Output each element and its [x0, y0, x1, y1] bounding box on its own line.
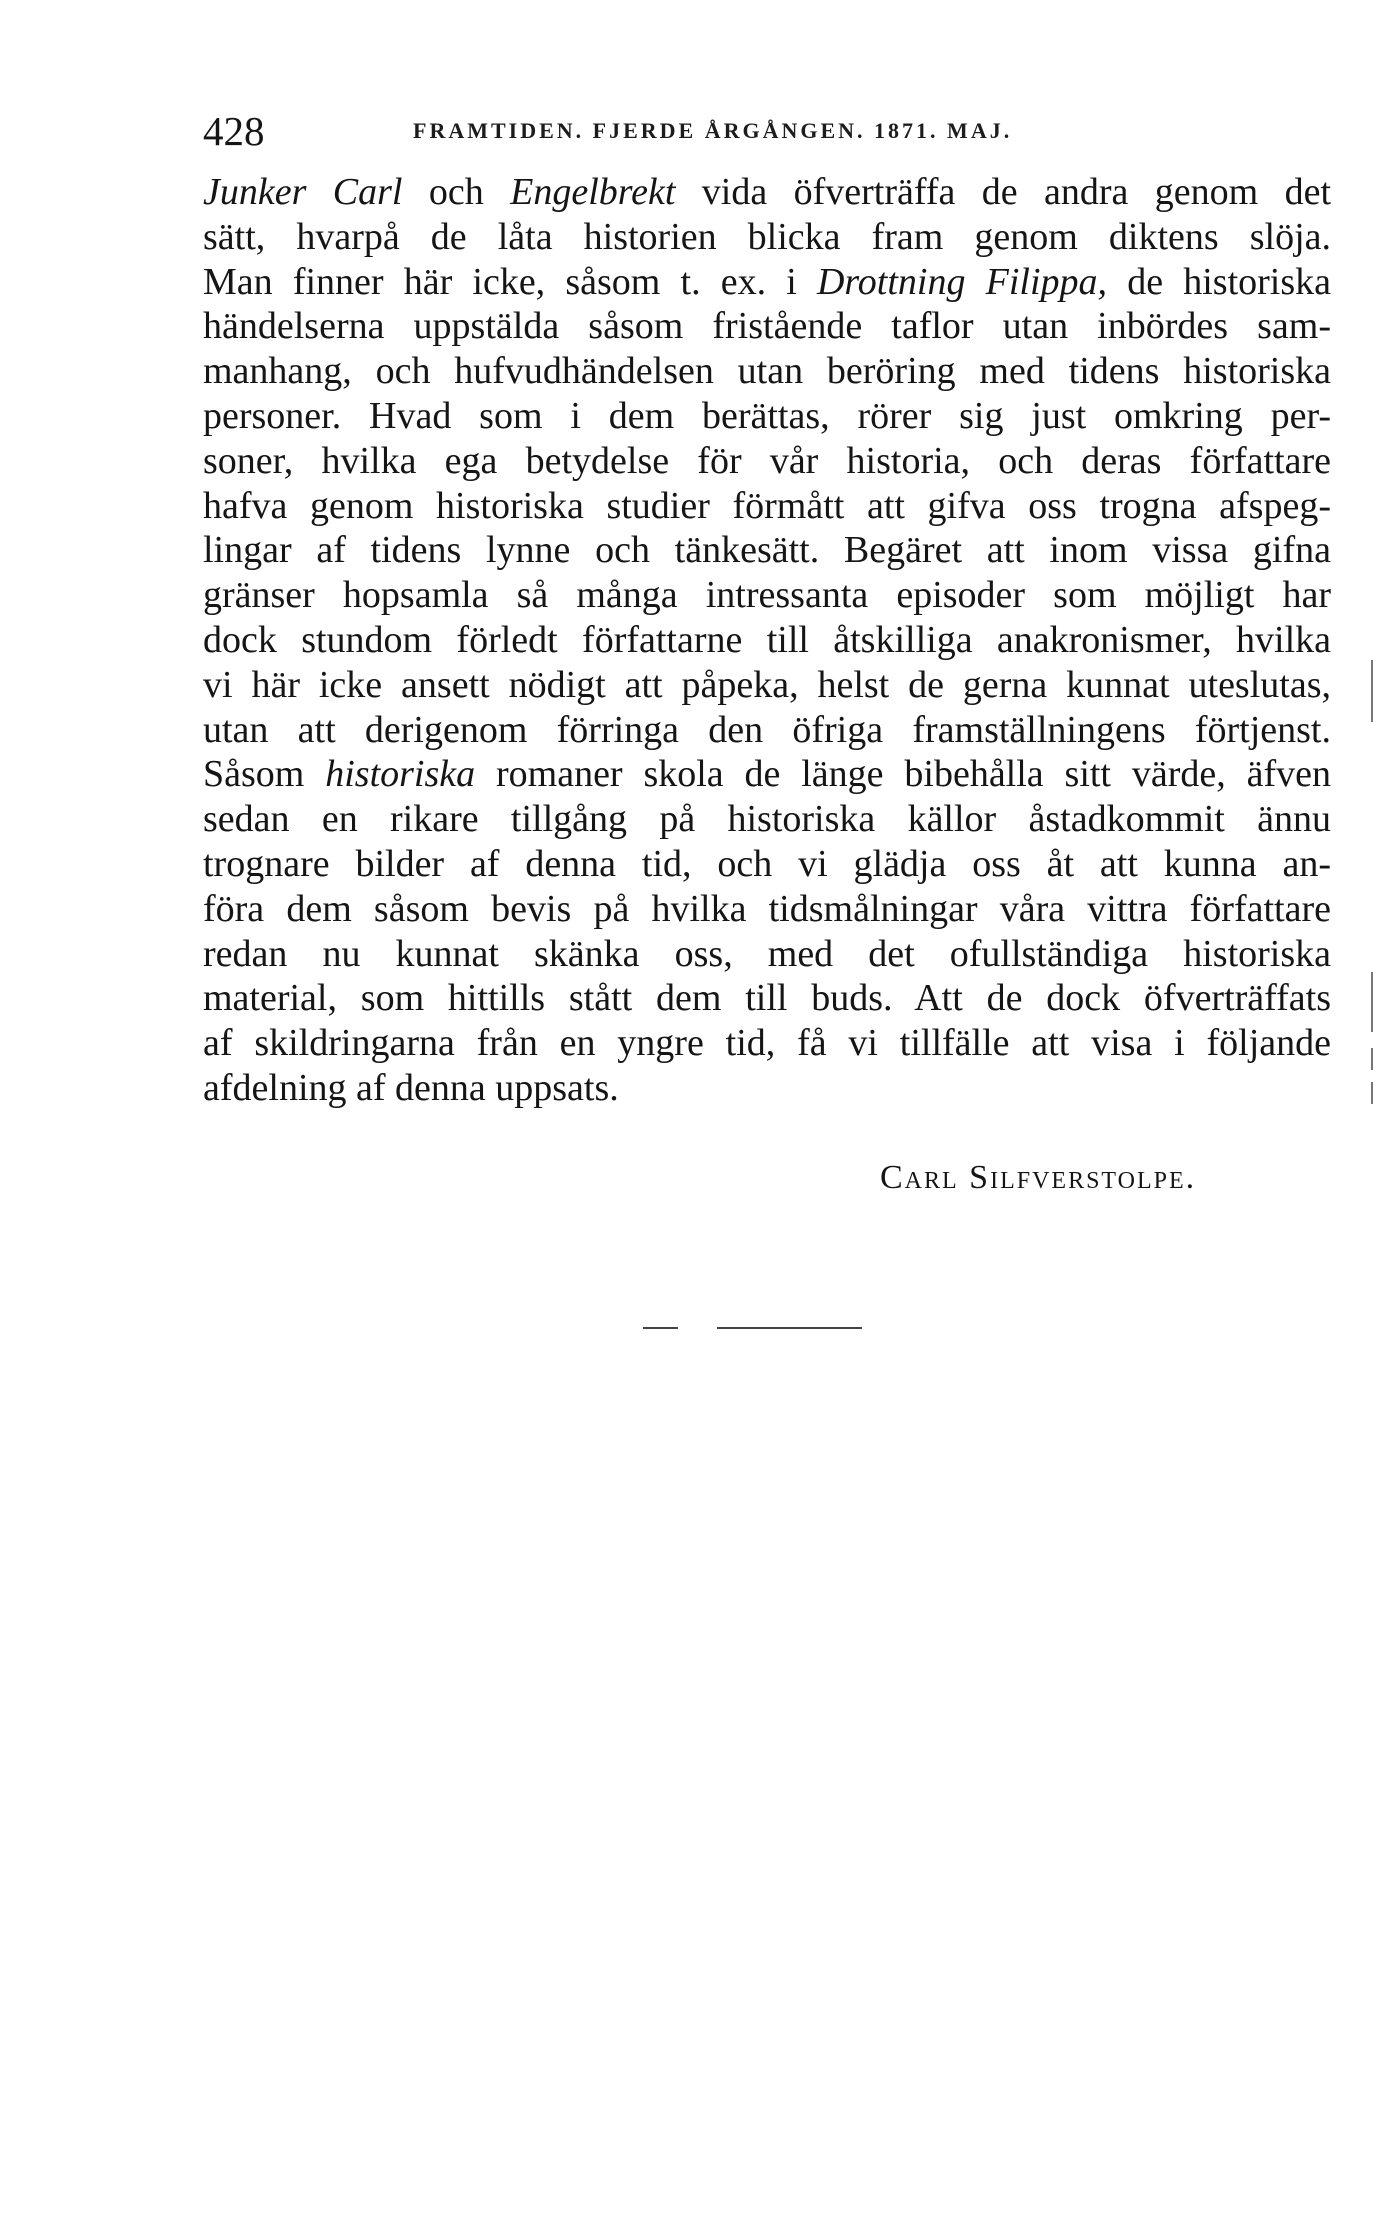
scan-artifact-mark	[1371, 972, 1373, 1032]
text-line: personer. Hvad som i dem berättas, rörer sig just omkring per-	[203, 394, 1331, 437]
scan-artifact-mark	[1371, 1048, 1373, 1070]
text-line: soner, hvilka ega betydelse för vår historia, och deras författare	[203, 439, 1331, 482]
text-line: manhang, och hufvudhändelsen utan beröring med tidens historiska	[203, 350, 1331, 393]
text-line: gränser hopsamla så många intressanta episoder som möjligt har	[203, 574, 1331, 617]
text-line: Såsom historiska romaner skola de länge bibehålla sitt värde, äfven	[203, 753, 1331, 796]
italic-title: Engelbrekt	[510, 171, 676, 213]
body-paragraph	[203, 170, 1331, 1111]
text-line: af skildringarna från en yngre tid, få vi tillfälle att visa i följande	[203, 1022, 1331, 1065]
text-line: Junker Carl och Engelbrekt vida öfverträffa de andra genom det	[203, 171, 1331, 213]
author-signature: Carl Silfverstolpe.	[880, 1159, 1197, 1196]
text-line: sätt, hvarpå de låta historien blicka fram genom diktens slöja.	[203, 215, 1331, 258]
running-head	[203, 101, 1343, 161]
text-line: Man finner här icke, såsom t. ex. i Drottning Filippa, de historiska	[203, 260, 1331, 303]
italic-title: Junker Carl	[203, 171, 403, 213]
scan-artifact-mark	[1371, 1082, 1373, 1104]
text-line: trognare bilder af denna tid, och vi glädja oss åt att kunna an-	[203, 842, 1331, 885]
running-title: FRAMTIDEN. FJERDE ÅRGÅNGEN. 1871. MAJ.	[413, 118, 1013, 143]
text-line: dock stundom förledt författarne till åtskilliga anakronismer, hvilka	[203, 618, 1331, 661]
text-line: sedan en rikare tillgång på historiska källor åstadkommit ännu	[203, 798, 1331, 841]
text-line: material, som hittills stått dem till buds. Att de dock öfverträffats	[203, 977, 1331, 1020]
text-line: hafva genom historiska studier förmått att gifva oss trogna afspeg-	[203, 484, 1331, 527]
text-line: föra dem såsom bevis på hvilka tidsmålningar våra vittra författare	[203, 887, 1331, 930]
text-line: händelserna uppstälda såsom fristående taflor utan inbördes sam-	[203, 305, 1331, 348]
text-line: lingar af tidens lynne och tänkesätt. Begäret att inom vissa gifna	[203, 529, 1331, 572]
page-number: 428	[203, 108, 265, 154]
italic-word: historiska	[325, 753, 476, 796]
section-divider-rule	[643, 1327, 678, 1329]
text-line: utan att derigenom förringa den öfriga framställningens förtjenst.	[203, 708, 1331, 751]
text-line: afdelning af denna uppsats.	[203, 1066, 619, 1109]
italic-title: Drottning Filippa,	[816, 260, 1108, 303]
section-divider-rule	[717, 1327, 862, 1329]
scan-artifact-mark	[1371, 660, 1373, 722]
text-line: vi här icke ansett nödigt att påpeka, helst de gerna kunnat uteslutas,	[203, 663, 1331, 706]
text-line: redan nu kunnat skänka oss, med det ofullständiga historiska	[203, 932, 1331, 975]
